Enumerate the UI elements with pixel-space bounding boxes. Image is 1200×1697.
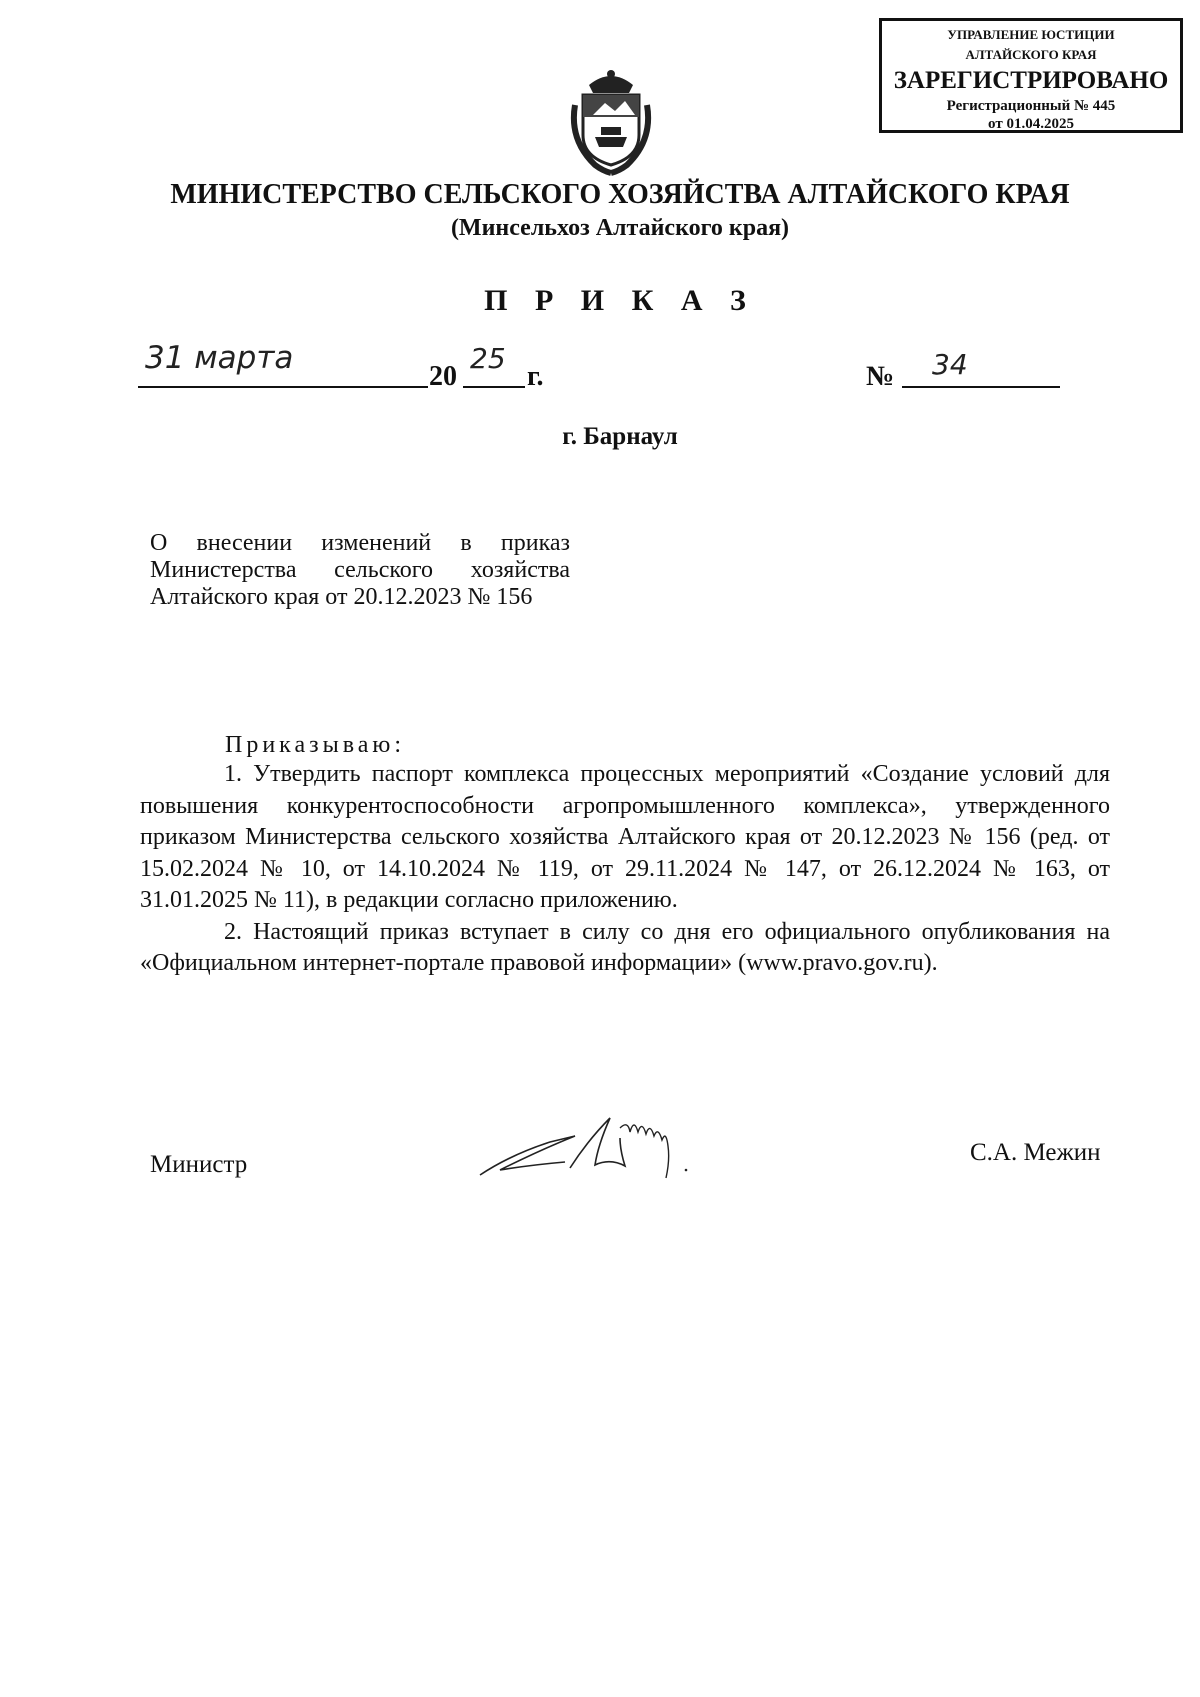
order-body — [140, 759, 1110, 980]
document-type-title: П Р И К А З — [484, 284, 756, 317]
day-month-underline — [138, 386, 428, 388]
handwritten-day-month: 31 марта — [145, 340, 294, 376]
paragraph-2: 2. Настоящий приказ вступает в силу со дня его официального опубликования на «Официальном интернет-портале правовой информации» (www.pravo.gov.ru). — [140, 918, 1110, 976]
signatory-title: Министр — [150, 1151, 248, 1178]
coat-of-arms-icon — [565, 65, 657, 177]
stamp-department-line2: АЛТАЙСКОГО КРАЯ — [965, 47, 1097, 62]
stamp-status: ЗАРЕГИСТРИРОВАНО — [893, 67, 1169, 94]
stamp-department-line1: УПРАВЛЕНИЕ ЮСТИЦИИ — [947, 27, 1115, 42]
stamp-reg-number: Регистрационный № 445 — [946, 98, 1116, 114]
handwritten-signature — [470, 1100, 730, 1195]
number-underline — [902, 386, 1060, 388]
stamp-reg-date: от 01.04.2025 — [988, 116, 1074, 132]
year-prefix: 20 — [429, 361, 457, 392]
order-subject: О внесении изменений в приказ Министерства сельского хозяйства Алтайского края от 20.12.2023 № 156 — [150, 530, 570, 610]
decree-word: Приказываю: — [225, 732, 405, 758]
ministry-short-name: (Минсельхоз Алтайского края) — [450, 215, 790, 241]
year-mark: г. — [527, 361, 544, 392]
number-label: № — [866, 361, 895, 392]
year-underline — [463, 386, 525, 388]
handwritten-year-suffix: 25 — [470, 342, 506, 375]
handwritten-number: 34 — [932, 348, 968, 381]
city: г. Барнаул — [562, 423, 678, 450]
registration-stamp — [879, 18, 1183, 133]
paragraph-1: 1. Утвердить паспорт комплекса процессных мероприятий «Создание условий для повышения конкурентоспособности агропромышленного комплекса», утвержденного приказом Министерства сельского хозяйства Алтайского края от 20.12.2023 № 156 (ред. от 15.02.2024 № 10, от 14.10.2024 № 119, от 29.11.2024 № 147, от 26.12.2024 № 163, от 31.01.2025 № 11), в редакции согласно приложению. — [140, 761, 1110, 913]
signatory-name: С.А. Межин — [970, 1139, 1101, 1166]
ministry-name: МИНИСТЕРСТВО СЕЛЬСКОГО ХОЗЯЙСТВА АЛТАЙСКОГО КРАЯ — [170, 179, 1070, 210]
